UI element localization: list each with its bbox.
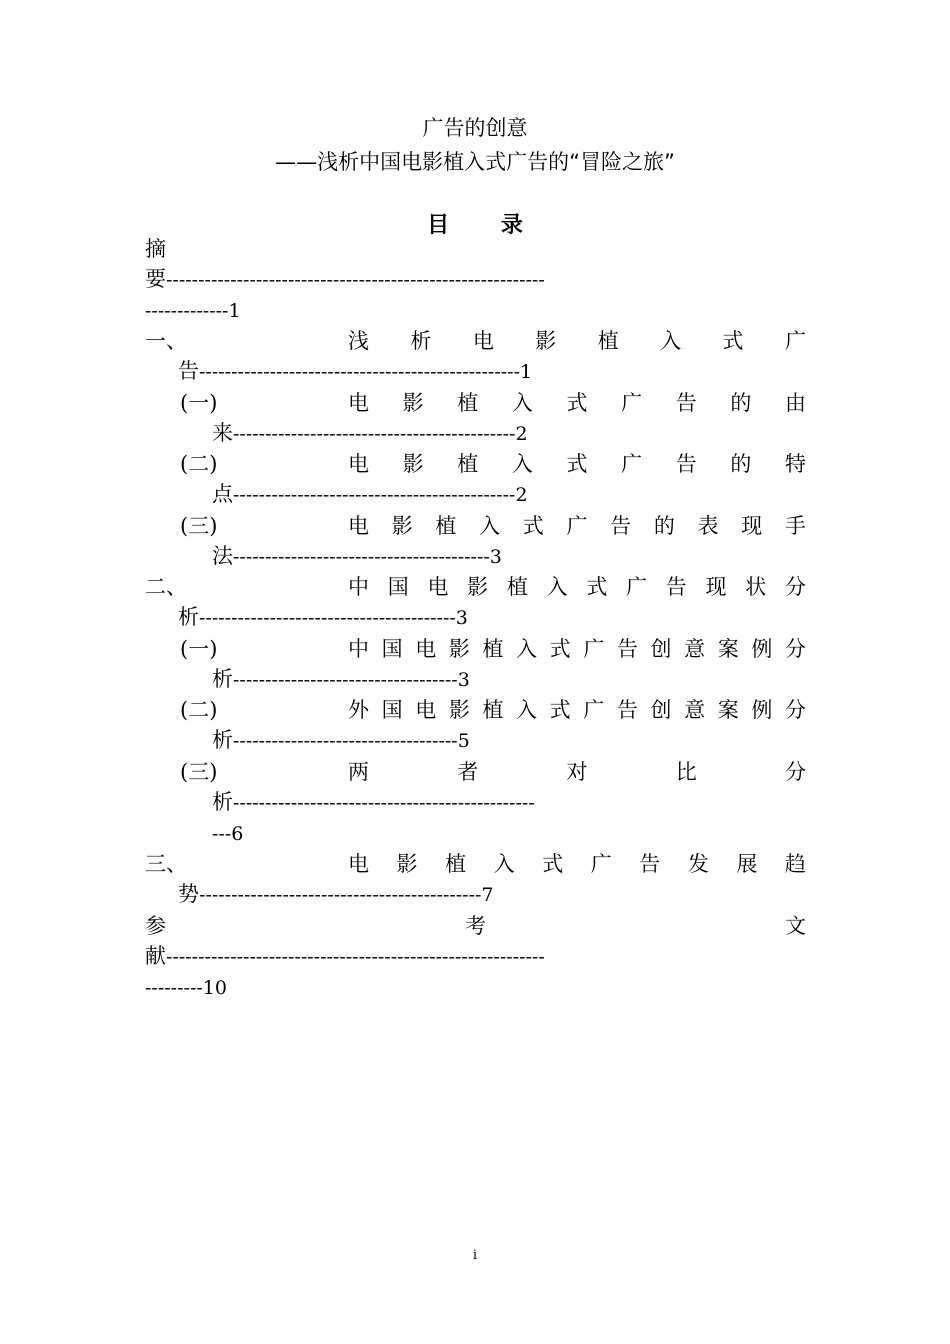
toc-title-char: 趋 [784,852,806,876]
page-number: i [472,1248,478,1263]
toc-title-char: 分 [784,637,806,661]
toc-title-char: 植 [435,514,457,538]
toc-entry-leader-continued: ---------10 [145,977,227,999]
toc-entry-label: (三) [180,514,218,538]
toc-entry-leader [145,941,545,972]
toc-entry-title[interactable] [348,572,806,602]
toc-entry-title[interactable] [348,511,806,541]
toc-title-char: 国 [381,637,403,661]
toc-title-char: 广 [621,452,643,476]
toc-leader-dashes: ----------------------------------------3 [233,546,502,568]
toc-title-char: 意 [684,698,706,722]
toc-title-char: 入 [511,391,533,415]
toc-leader-dashes: ----------------------------------------------------------- [166,946,545,968]
toc-leader-dashes: ----------------------------------------------------------- [166,269,545,291]
toc-title-char: 电 [427,575,449,599]
toc-leader-dashes: --------------------------------------------------1 [199,361,533,383]
toc-title-char: 入 [511,452,533,476]
toc-entry-leader [178,602,468,633]
toc-title-char: 植 [506,575,528,599]
toc-title-char: 案 [717,698,739,722]
toc-title-char: 广 [583,637,605,661]
toc-title-char: 植 [445,852,467,876]
toc-title-tail: 点 [212,482,233,506]
toc-title-char: 析 [410,329,432,353]
toc-title-char: 电 [348,852,369,876]
toc-entry-title[interactable] [145,234,806,264]
toc-title-char: 植 [482,698,504,722]
toc-title-char: 入 [516,698,538,722]
toc-entry-label: (一) [180,637,218,661]
toc-title-char: 式 [549,637,571,661]
toc-title-char: 参 [145,914,166,938]
toc-title-char: 的 [730,391,752,415]
toc-title-char: 影 [448,698,470,722]
toc-entry-label: (一) [180,391,218,415]
toc-entry-leader [145,264,545,295]
toc-title-char: 告 [665,575,687,599]
toc-title-char: 广 [784,329,806,353]
toc-title-char: 现 [741,514,763,538]
toc-title-char: 国 [381,698,403,722]
toc-entry-leader [212,479,528,510]
toc-title-char: 文 [785,914,806,938]
toc-title-tail: 势 [178,882,199,906]
toc-title-char: 意 [684,637,706,661]
toc-title-char: 影 [396,852,418,876]
toc-title-char: 告 [675,452,697,476]
toc-heading: 目 录 [427,213,545,238]
toc-leader-dashes: ----------------------------------------3 [199,607,468,629]
toc-title-char: 式 [549,698,571,722]
toc-leader-dashes: -----------------------------------3 [233,669,470,691]
toc-entry-label: (三) [180,760,218,784]
toc-title-char: 植 [597,329,619,353]
toc-title-char: 中 [348,637,369,661]
toc-title-char: 广 [583,698,605,722]
document-subtitle: ——浅析中国电影植入式广告的“冒险之旅” [275,150,675,174]
toc-title-char: 影 [402,391,424,415]
toc-title-char: 入 [546,575,568,599]
toc-title-char: 两 [348,760,369,784]
toc-title-tail: 要 [145,267,166,291]
toc-title-tail: 献 [145,944,166,968]
toc-title-char: 广 [590,852,612,876]
toc-title-char: 式 [566,452,588,476]
toc-title-char: 入 [660,329,682,353]
toc-title-char: 由 [785,391,806,415]
toc-entry-title[interactable] [348,388,806,418]
toc-title-char: 影 [535,329,557,353]
toc-title-char: 式 [586,575,608,599]
toc-entry-title[interactable] [348,695,806,725]
toc-entry-leader [178,356,532,387]
toc-title-char: 影 [448,637,470,661]
toc-title-char: 告 [616,637,638,661]
toc-entry-label: 一、 [145,329,187,353]
toc-entry-leader [212,664,470,695]
toc-title-char: 者 [457,760,479,784]
toc-entry-leader [212,725,470,756]
toc-title-tail: 法 [212,544,233,568]
toc-leader-dashes: ----------------------------------------------- [233,792,535,814]
toc-title-char: 广 [626,575,648,599]
toc-title-char: 现 [705,575,727,599]
toc-entry-label: (二) [180,698,218,722]
toc-title-char: 电 [348,391,369,415]
toc-entry-label: (二) [180,452,218,476]
toc-title-char: 电 [472,329,494,353]
toc-entry-title[interactable] [348,849,806,879]
toc-title-char: 影 [467,575,489,599]
toc-title-char: 式 [722,329,744,353]
toc-entry-label: 二、 [145,575,187,599]
toc-title-tail: 告 [178,359,199,383]
toc-title-char: 植 [457,452,479,476]
toc-title-char: 摘 [145,237,166,261]
toc-title-char: 对 [566,760,588,784]
toc-title-char: 手 [784,514,806,538]
toc-title-tail: 来 [212,421,233,445]
toc-title-char: 影 [391,514,413,538]
toc-title-char: 电 [415,698,437,722]
toc-entry-leader [178,879,494,910]
toc-leader-dashes: --------------------------------------------7 [199,884,494,906]
toc-title-char: 分 [784,698,806,722]
toc-title-tail: 析 [212,667,233,691]
toc-entry-title[interactable] [348,326,806,356]
toc-title-char: 的 [653,514,675,538]
toc-title-char: 案 [717,637,739,661]
toc-title-char: 的 [730,452,752,476]
toc-title-char: 浅 [348,329,369,353]
toc-title-char: 表 [697,514,719,538]
toc-leader-dashes: --------------------------------------------2 [233,484,528,506]
toc-title-char: 分 [784,575,806,599]
document-title: 广告的创意 [422,116,528,140]
toc-title-char: 分 [785,760,806,784]
toc-title-char: 考 [465,914,486,938]
toc-entry-leader-continued: -------------1 [145,300,241,322]
toc-title-char: 式 [522,514,544,538]
toc-entry-leader-continued: ---6 [212,823,244,845]
toc-title-char: 创 [650,637,672,661]
toc-title-char: 影 [402,452,424,476]
toc-title-char: 告 [616,698,638,722]
toc-title-char: 广 [621,391,643,415]
toc-title-char: 电 [415,637,437,661]
toc-title-tail: 析 [178,605,199,629]
toc-entry-leader [212,541,502,572]
toc-title-char: 入 [493,852,515,876]
toc-title-char: 创 [650,698,672,722]
toc-title-char: 式 [542,852,564,876]
toc-title-char: 电 [348,452,369,476]
toc-leader-dashes: --------------------------------------------2 [233,423,528,445]
toc-title-char: 状 [745,575,767,599]
toc-title-char: 植 [457,391,479,415]
toc-title-char: 入 [479,514,501,538]
toc-title-char: 外 [348,698,369,722]
toc-title-char: 特 [785,452,806,476]
toc-title-char: 入 [516,637,538,661]
toc-title-char: 中 [348,575,369,599]
toc-entry-label: 三、 [145,852,187,876]
toc-title-char: 植 [482,637,504,661]
toc-title-char: 发 [687,852,709,876]
toc-title-char: 比 [675,760,697,784]
toc-title-char: 告 [639,852,661,876]
toc-title-tail: 析 [212,728,233,752]
toc-title-char: 告 [675,391,697,415]
toc-title-char: 例 [751,637,773,661]
toc-title-char: 例 [751,698,773,722]
toc-title-char: 式 [566,391,588,415]
toc-title-char: 广 [566,514,588,538]
toc-title-char: 告 [610,514,632,538]
toc-title-char: 国 [387,575,409,599]
toc-entry-title[interactable] [348,449,806,479]
toc-title-char: 电 [348,514,369,538]
toc-entry-leader [212,418,528,449]
toc-entry-title[interactable] [348,634,806,664]
toc-leader-dashes: -----------------------------------5 [233,730,470,752]
toc-title-char: 展 [736,852,758,876]
toc-entry-title[interactable] [348,757,806,787]
toc-entry-title[interactable] [145,911,806,941]
toc-title-tail: 析 [212,790,233,814]
toc-entry-leader [212,787,535,818]
